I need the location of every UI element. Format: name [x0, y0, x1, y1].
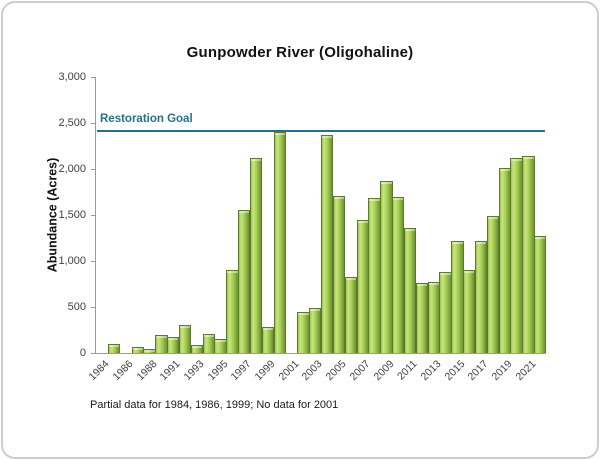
- bar-2000: [274, 132, 286, 353]
- bar-1985: [108, 344, 120, 353]
- bar-2006: [345, 277, 357, 353]
- bar-2013: [428, 282, 440, 353]
- x-tick-label-2019: 2019: [489, 358, 515, 384]
- chart-title: Gunpowder River (Oligohaline): [186, 44, 414, 61]
- y-tick-mark: [91, 123, 95, 125]
- y-axis-title: Abundance (Acres): [45, 157, 60, 273]
- y-tick-mark: [91, 169, 95, 171]
- x-tick-label-2015: 2015: [442, 358, 468, 384]
- x-tick-label-2017: 2017: [465, 358, 491, 384]
- bar-2010: [392, 197, 404, 353]
- y-tick-mark: [91, 353, 95, 355]
- bar-2014: [439, 272, 451, 353]
- bar-2011: [404, 228, 416, 353]
- bar-2004: [321, 135, 333, 353]
- bar-1991: [167, 337, 179, 353]
- bar-1987: [132, 347, 144, 353]
- y-tick-label-1,000: 1,000: [58, 255, 86, 267]
- bar-2003: [309, 308, 321, 353]
- bar-1997: [238, 210, 250, 353]
- bar-2021: [522, 156, 534, 353]
- bar-2009: [380, 181, 392, 353]
- bar-2012: [416, 283, 428, 353]
- x-tick-label-2009: 2009: [370, 358, 396, 384]
- bar-1995: [214, 339, 226, 353]
- bar-2008: [368, 198, 380, 353]
- y-tick-mark: [91, 261, 95, 263]
- bar-2020: [510, 158, 522, 353]
- x-tick-label-2011: 2011: [395, 358, 420, 383]
- y-tick-label-2,000: 2,000: [58, 163, 86, 175]
- bar-2017: [475, 241, 487, 353]
- bar-1988: [143, 349, 155, 353]
- bar-1999: [262, 327, 274, 353]
- bar-2005: [333, 196, 345, 353]
- x-tick-label-1995: 1995: [205, 358, 231, 384]
- restoration-goal-label: Restoration Goal: [100, 112, 193, 125]
- x-tick-label-1999: 1999: [252, 358, 278, 384]
- bar-1989: [155, 335, 167, 353]
- y-tick-mark: [91, 77, 95, 79]
- bar-2015: [451, 241, 463, 353]
- bar-1992: [179, 325, 191, 353]
- footnote: Partial data for 1984, 1986, 1999; No data for 2001: [90, 399, 339, 411]
- x-tick-label-2013: 2013: [418, 358, 444, 384]
- bar-1993: [191, 345, 203, 353]
- x-tick-label-2021: 2021: [513, 358, 539, 384]
- x-tick-label-1997: 1997: [228, 358, 254, 384]
- y-tick-mark: [91, 307, 95, 309]
- x-tick-label-1984: 1984: [86, 358, 112, 384]
- y-tick-label-500: 500: [67, 301, 86, 313]
- x-tick-label-2007: 2007: [347, 358, 373, 384]
- x-tick-label-2005: 2005: [323, 358, 349, 384]
- x-tick-label-1993: 1993: [181, 358, 207, 384]
- bar-1994: [203, 334, 215, 353]
- x-tick-label-1986: 1986: [110, 358, 136, 384]
- bar-2016: [463, 270, 475, 353]
- plot-area: [95, 77, 546, 354]
- bar-1998: [250, 158, 262, 353]
- bar-2019: [499, 168, 511, 353]
- restoration-goal-line: [97, 130, 545, 133]
- y-tick-label-2,500: 2,500: [58, 117, 86, 129]
- bar-2002: [297, 312, 309, 353]
- bar-2022: [534, 236, 546, 353]
- x-tick-label-1991: 1991: [157, 358, 183, 384]
- bar-2007: [357, 220, 369, 353]
- y-tick-mark: [91, 215, 95, 217]
- y-tick-label-0: 0: [79, 347, 86, 359]
- y-tick-label-3,000: 3,000: [58, 71, 86, 83]
- x-tick-label-1988: 1988: [134, 358, 160, 384]
- x-tick-label-2003: 2003: [299, 358, 325, 384]
- y-tick-label-1,500: 1,500: [58, 209, 86, 221]
- x-tick-label-2001: 2001: [276, 358, 302, 384]
- bar-1996: [226, 270, 238, 353]
- bar-2018: [487, 216, 499, 353]
